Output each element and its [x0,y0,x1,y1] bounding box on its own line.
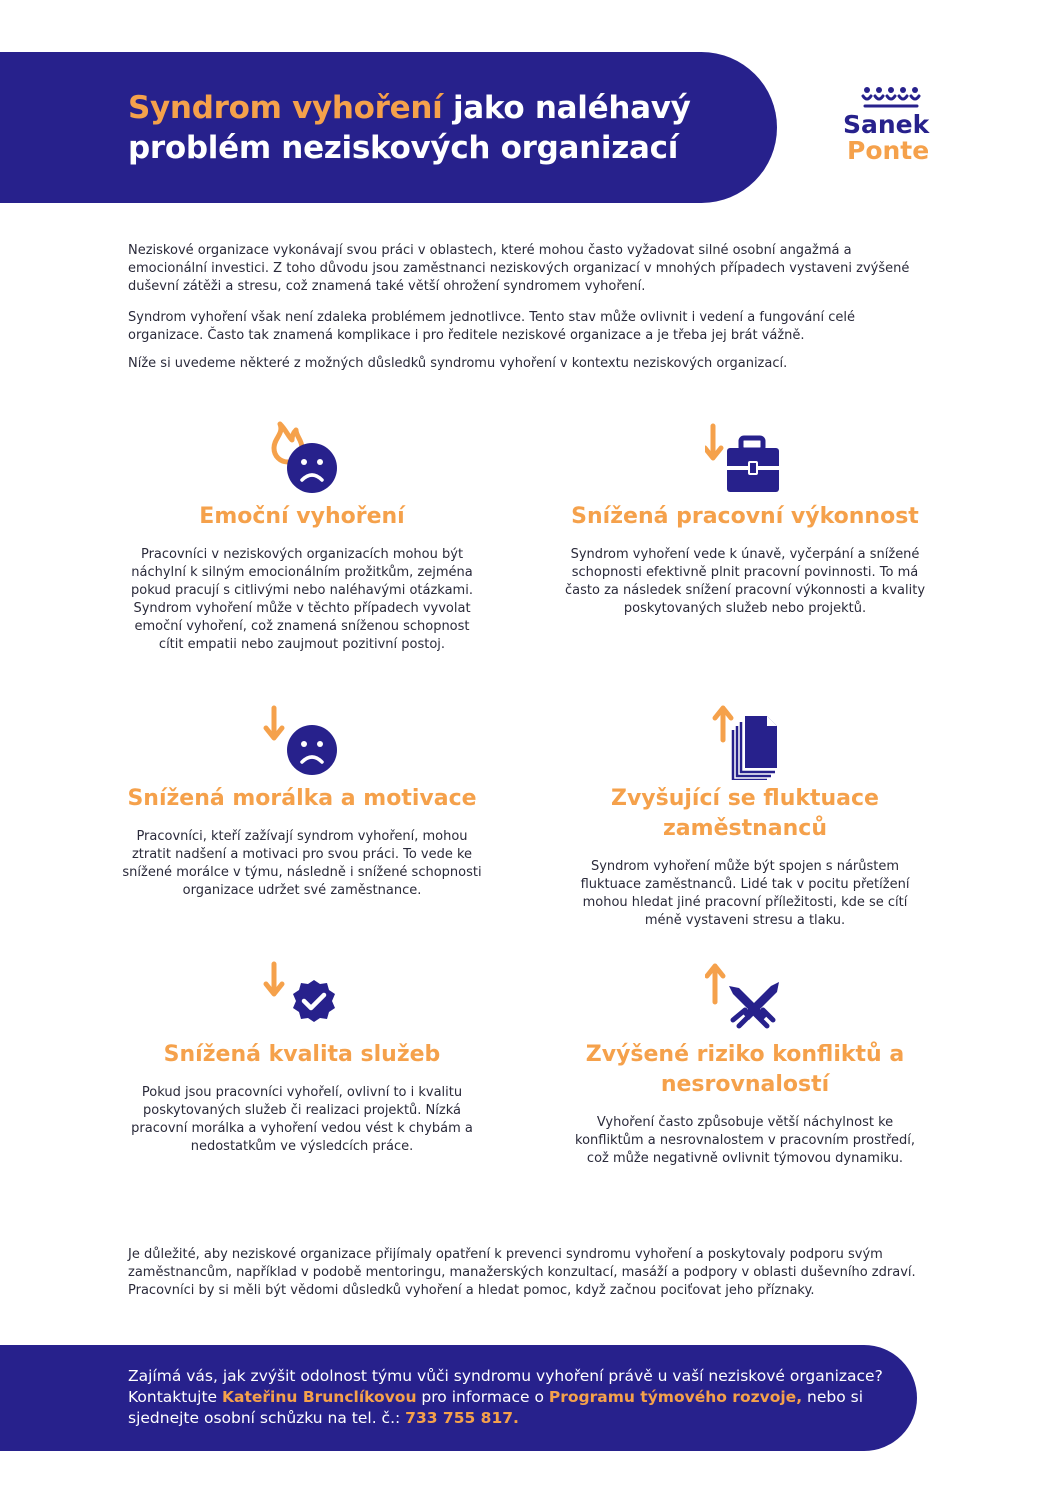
card-snizena-kvalita-sluzeb [122,958,482,1156]
contact-name: Kateřinu Brunclíkovou [222,1388,417,1406]
phone-number: 733 755 817. [405,1409,519,1427]
people-icon [861,86,921,110]
intro-paragraph-2: Syndrom vyhoření však není zdaleka problémem jednotlivce. Tento stav může ovlivnit i vedení a fungování celé organizace. Často tak znamená komplikace i pro ředitele neziskové organizace a je třeba jej brát vážně. [128,310,856,343]
card-riziko-konfliktu [565,958,925,1168]
page-title [128,88,768,168]
card-text: Vyhoření často způsobuje větší náchylnost ke konfliktům a nesrovnalostem v pracovním prostředí, což může negativně ovlivnit týmovou dynamiku. [575,1115,915,1166]
card-text: Pracovníci v neziskových organizacích mohou být náchylní k silným emocionálním prožitkům, zejména pokud pracují s citlivými nebo naléhavými otázkami. Syndrom vyhoření může v těchto případech vyvolat emoční vyhoření, což znamená sníženou schopnost cítit empatii nebo zaujmout pozitivní postoj. [131,547,473,652]
intro-paragraph-1: Neziskové organizace vykonávají svou práci v oblastech, které mohou často vyžadovat silné osobní angažmá a emocionální investici. Z toho důvodu jsou zaměstnanci neziskových organizací v mnohých případech vystaveni zvýšené duševní zátěži a stresu, což znamená také větší ohrožení syndromem vyhoření. [128,243,910,294]
card-snizena-pracovni-vykonnost [565,420,925,618]
logo-line-ponte: Ponte [847,136,930,165]
closing-paragraph: Je důležité, aby neziskové organizace přijímaly opatření k prevenci syndromu vyhoření a poskytovaly podporu svým zaměstnancům, například v podobě mentoringu, manažerských konzultací, masáží a podpory v oblasti duševního zdraví. Pracovníci by si měli být vědomi důsledků vyhoření a hledat pomoc, když začnou pociťovat jeho příznaky. [128,1247,916,1298]
logo-line-sanek: Sanek [843,110,930,139]
card-title: Emoční vyhoření [199,504,405,529]
footer-text-2: pro informace o [416,1388,549,1406]
title-rest: jako naléhavý problém neziskových organizací [128,90,691,166]
arrow-down-verified-badge-icon [262,958,342,1036]
card-emocni-vyhoreni [122,420,482,654]
card-text: Pokud jsou pracovníci vyhořelí, ovlivní to i kvalitu poskytovaných služeb či realizaci projektů. Nízká pracovní morálka a vyhoření vedou vést k chybám a nedostatkům ve výsledcích práce. [131,1085,473,1154]
card-title: Snížená pracovní výkonnost [571,504,919,529]
arrow-up-documents-icon [705,702,785,780]
card-fluktuace-zamestnancu [565,702,925,930]
arrow-down-sad-face-icon [262,702,342,780]
card-text: Syndrom vyhoření vede k únavě, vyčerpání a snížené schopnosti efektivně plnit pracovní povinnosti. To má často za následek snížení pracovní výkonnosti a kvality poskytovaných služeb nebo projektů. [565,547,926,616]
footer-text-3: nebo si sjednejte osobní schůzku na tel. č.: [128,1388,864,1427]
program-name: Programu týmového rozvoje, [548,1388,803,1406]
footer-cta [128,1366,888,1429]
sanek-ponte-logo [843,86,943,164]
title-accent: Syndrom vyhoření [128,90,443,126]
card-text: Pracovníci, kteří zažívají syndrom vyhoření, mohou ztratit nadšení a motivaci pro svou práci. To vede ke snížené morálce v týmu, následně i snížené schopnosti organizace udržet své zaměstnance. [122,829,482,898]
footer-text-1: Zajímá vás, jak zvýšit odolnost týmu vůči syndromu vyhoření právě u vaší neziskové organizace? Kontaktujte [128,1367,883,1406]
card-snizena-moralka [122,702,482,900]
flame-sad-face-icon [262,420,342,498]
card-title: Snížená kvalita služeb [163,1042,441,1067]
card-title: Snížená morálka a motivace [127,786,477,811]
card-text: Syndrom vyhoření může být spojen s nárůstem fluktuace zaměstnanců. Lidé tak v pocitu přetížení mohou hledat jiné pracovní příležitosti, kde se cítí méně vystaveni stresu a tlaku. [580,859,910,928]
intro-paragraph-3: Níže si uvedeme některé z možných důsledků syndromu vyhoření v kontextu neziskových organizací. [128,356,788,371]
arrow-down-briefcase-icon [705,420,785,498]
card-title: Zvyšující se fluktuace zaměstnanců [611,786,879,841]
card-title: Zvýšené riziko konfliktů a nesrovnalostí [585,1042,905,1097]
arrow-up-crossed-swords-icon [705,958,785,1036]
